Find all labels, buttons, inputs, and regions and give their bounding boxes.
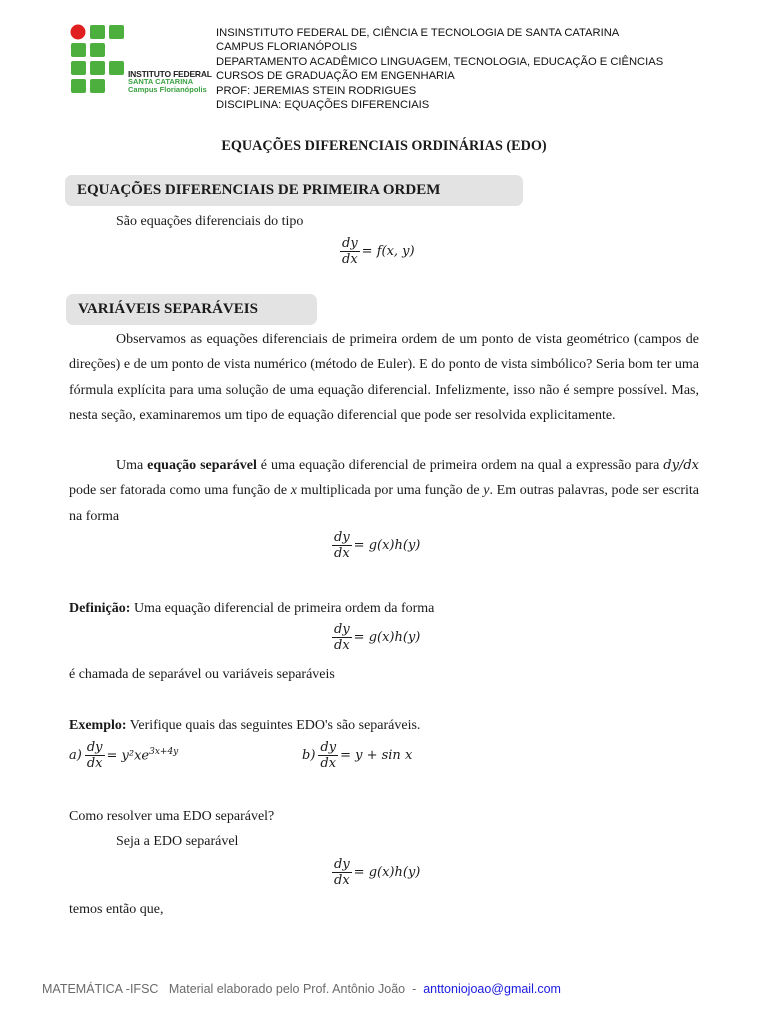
document-title: EQUAÇÕES DIFERENCIAIS ORDINÁRIAS (EDO) <box>221 138 547 154</box>
how-to-solve: Como resolver uma EDO separável? <box>69 809 275 824</box>
equation-separable-1: $\frac{dy}{dx}$ = g(x)h(y) <box>334 530 421 561</box>
eq-rhs: = f(x, y) <box>361 244 415 259</box>
logo-red-dot <box>71 25 86 40</box>
equation-separable-2: $\frac{dy}{dx}$ = g(x)h(y) <box>334 622 421 653</box>
ifsc-logo <box>70 24 128 94</box>
header-line: DEPARTAMENTO ACADÊMICO LINGUAGEM, TECNOLOGIA, EDUCAÇÃO E CIÊNCIAS <box>216 55 664 68</box>
definition-line: Definição: Uma equação diferencial de primeira ordem da forma <box>69 601 435 616</box>
inline-dydx: dy/dx <box>663 458 699 473</box>
header-line: CAMPUS FLORIANÓPOLIS <box>216 41 358 54</box>
footer <box>42 982 561 996</box>
footer-text: MATEMÁTICA -IFSC Material elaborado pelo Prof. Antônio João - <box>42 982 424 996</box>
example-a-label: a) <box>69 748 82 763</box>
institution-header <box>216 26 663 112</box>
logo-sub1: SANTA CATARINA <box>128 77 194 86</box>
exponent: 3x+4y <box>149 747 179 758</box>
example-label: Exemplo: <box>69 718 127 733</box>
then-text: temos então que, <box>69 902 164 917</box>
example-a: a) $\frac{dy}{dx}$ = $y^2xe^{3x+4y}$ <box>69 740 179 771</box>
example-b-label: b) <box>302 748 316 763</box>
eq-denominator: dx <box>342 252 358 267</box>
equation-general <box>340 236 415 267</box>
section-heading-first-order: EQUAÇÕES DIFERENCIAIS DE PRIMEIRA ORDEM <box>65 175 523 206</box>
example-b: b) $\frac{dy}{dx}$ = y + sin x <box>302 740 413 771</box>
logo-subtitle <box>128 78 207 94</box>
let-separable: Seja a EDO separável <box>116 834 239 849</box>
equation-separable-3: $\frac{dy}{dx}$ = g(x)h(y) <box>334 857 421 888</box>
header-line: CURSOS DE GRADUAÇÃO EM ENGENHARIA <box>216 70 455 83</box>
paragraph-separable-definition: Uma equação separável é uma equação diferencial de primeira ordem na qual a expressão para dy/dx pode ser fatorada como uma função de x multiplicada por uma função de y. Em outras palavras, pode ser escrita na forma <box>69 458 699 524</box>
header-line: DISCIPLINA: EQUAÇÕES DIFERENCIAIS <box>216 99 430 112</box>
definition-after: é chamada de separável ou variáveis separáveis <box>69 667 335 682</box>
term-separable: equação separável <box>147 458 257 473</box>
eq-numerator: dy <box>342 236 358 251</box>
header-line: PROF: JEREMIAS STEIN RODRIGUES <box>216 84 417 97</box>
paragraph-intro: Observamos as equações diferenciais de primeira ordem de um ponto de vista geométrico (campos de direções) e de um ponto de vista numérico (método de Euler). E do ponto de vista simbólico? Seria bom ter uma fórmula explícita para uma solução de uma equação diferencial. Infelizmente, isso não é sempre possível. Mas, nesta seção, examinaremos um tipo de equação diferencial que pode ser resolvida explicitamente. <box>69 332 699 423</box>
header-line: INSINSTITUTO FEDERAL DE, CIÊNCIA E TECNOLOGIA DE SANTA CATARINA <box>216 27 620 39</box>
section1-intro: São equações diferenciais do tipo <box>116 214 304 229</box>
example-line: Exemplo: Verifique quais das seguintes EDO's são separáveis. <box>69 718 421 733</box>
logo-sub2: Campus Florianópolis <box>128 85 207 94</box>
footer-email-link[interactable]: anttoniojoao@gmail.com <box>423 982 561 996</box>
definition-label: Definição: <box>69 601 131 616</box>
logo-title: INSTITUTO FEDERAL <box>128 69 212 79</box>
section-heading-separable: VARIÁVEIS SEPARÁVEIS <box>66 294 317 325</box>
